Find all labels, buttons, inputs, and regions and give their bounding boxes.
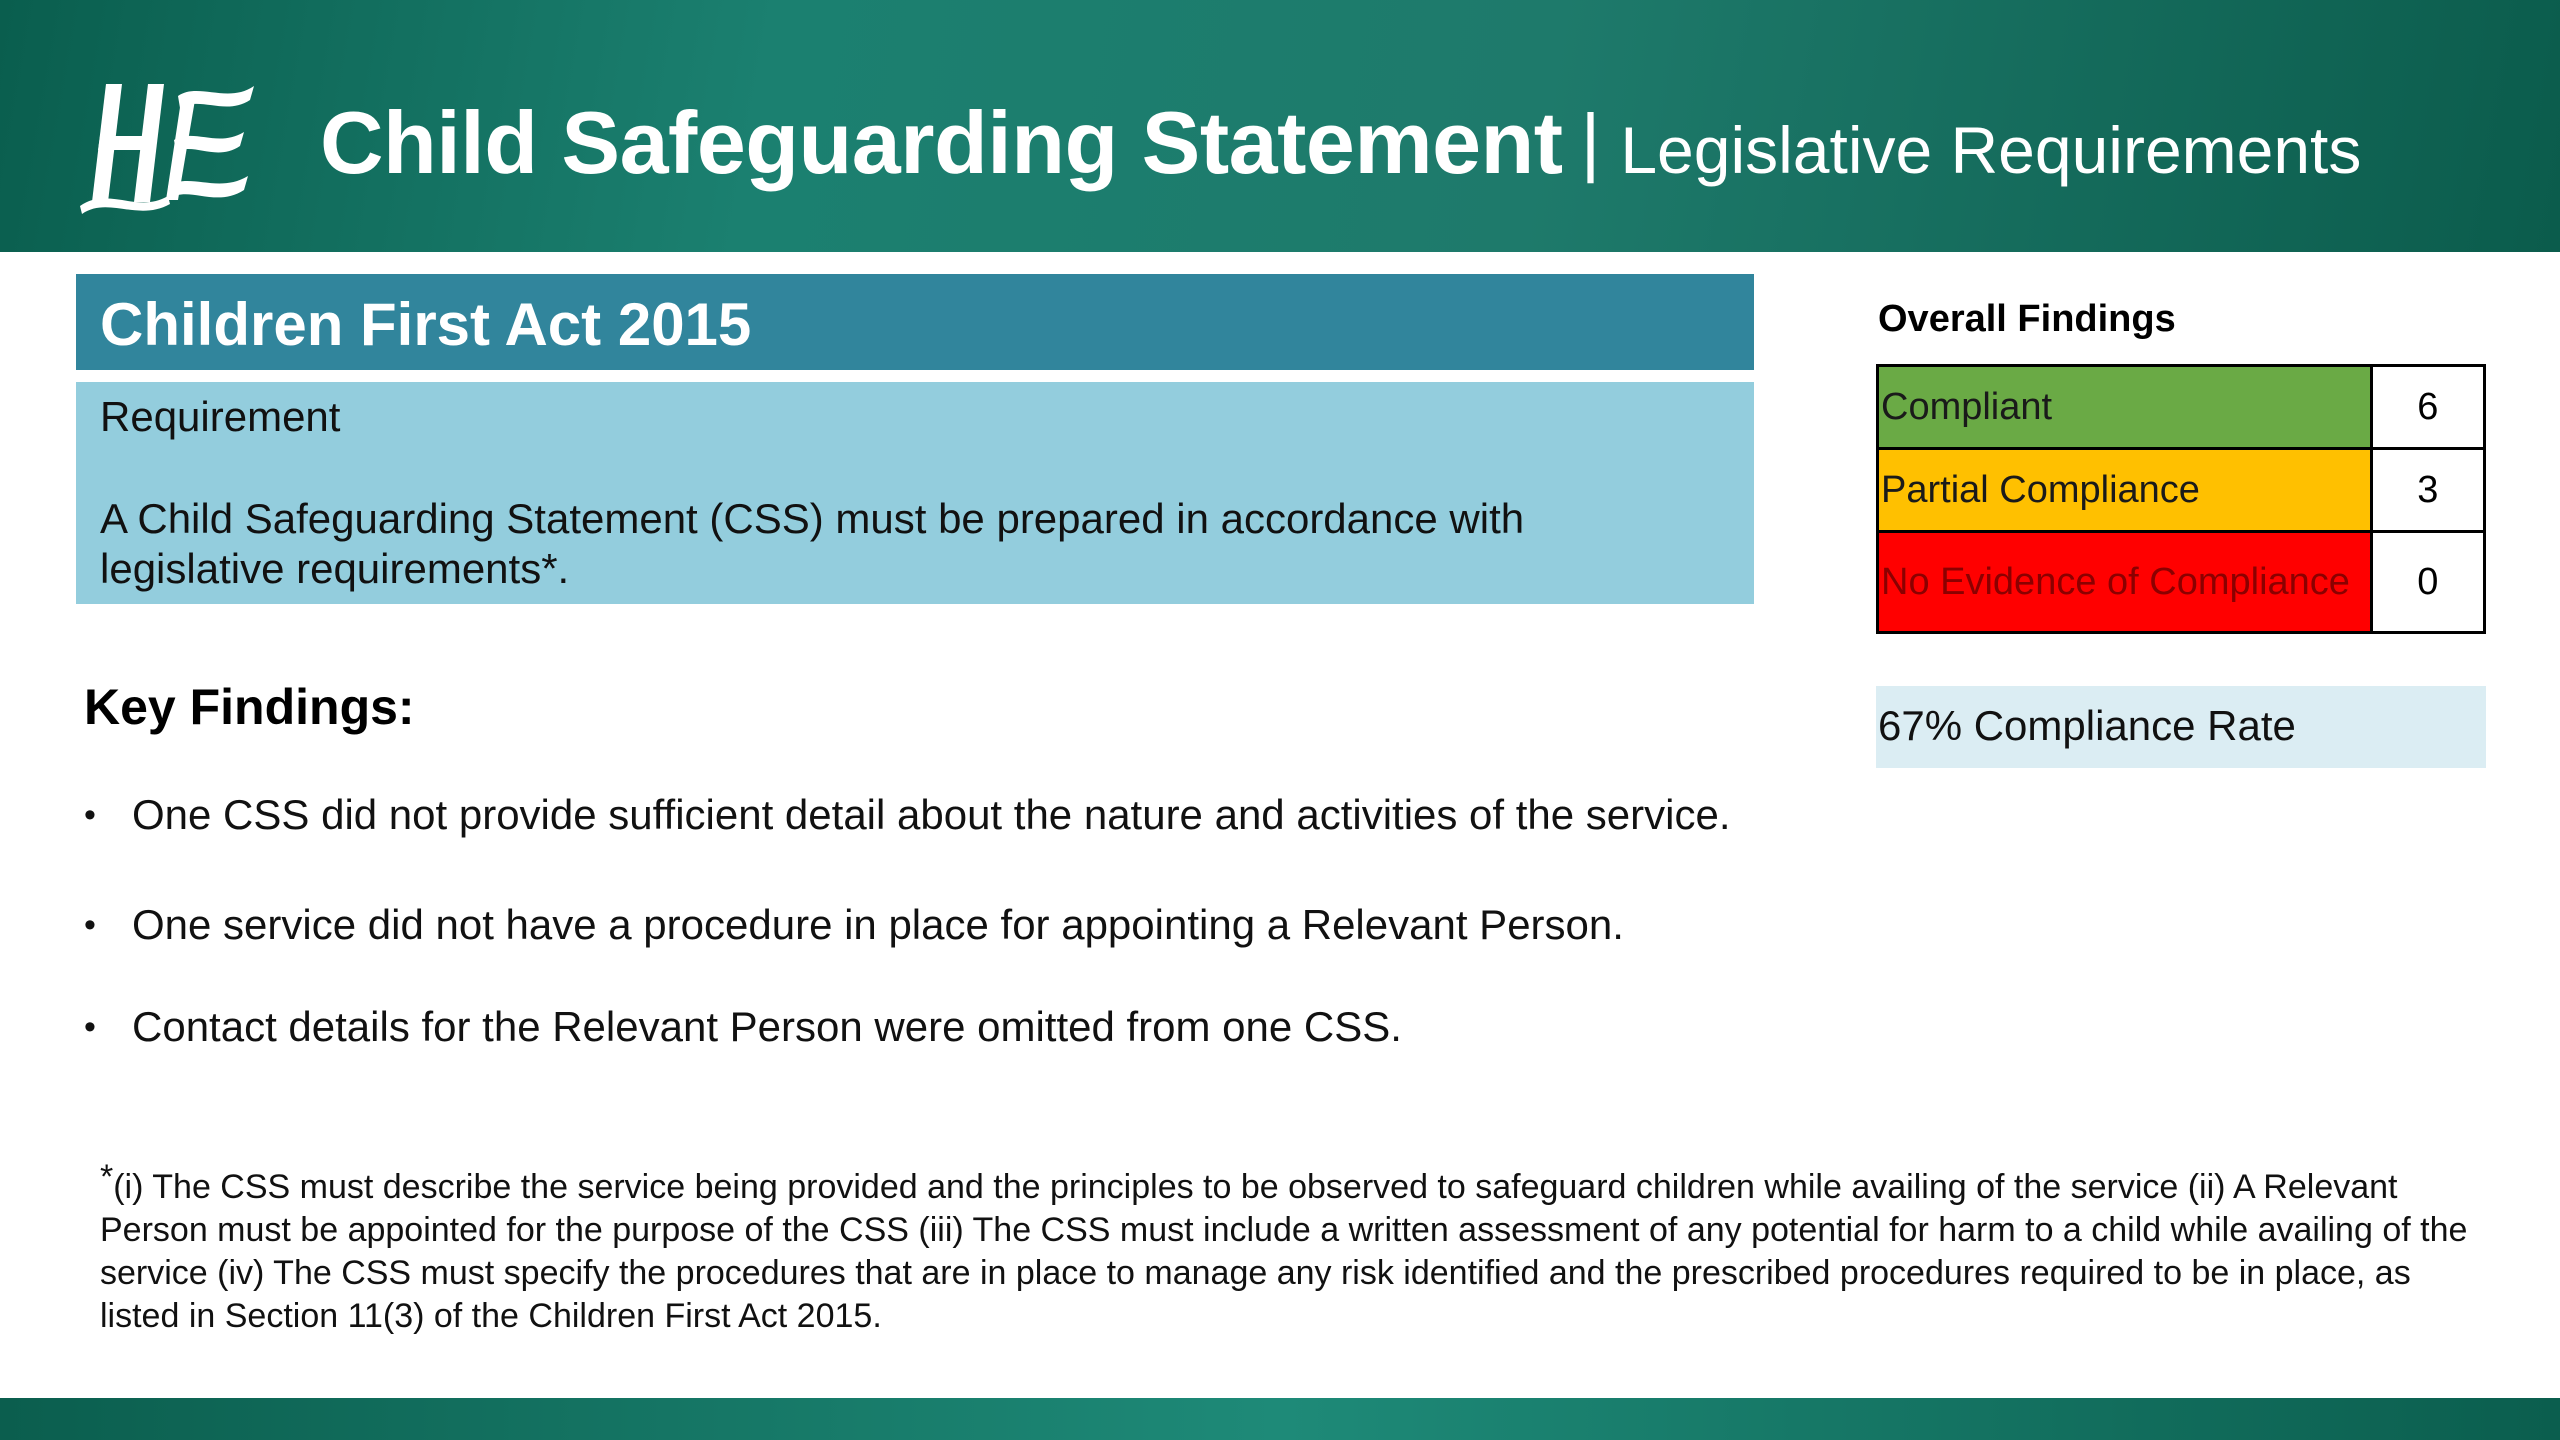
bullet-icon: • [84, 906, 96, 944]
footnote-text: (i) The CSS must describe the service being provided and the principles to be observed to safeguard children while availing of the service (ii) A Relevant Person must be appointed for the purpose of the CSS (iii) The CSS must include a written assessment of any potential for harm to a child while availing of the service (iv) The CSS must specify the procedures that are in place to manage any risk identified and the prescribed procedures required to be in place, as listed in Section 11(3) of the Children First Act 2015. [100, 1168, 2468, 1335]
requirement-text: A Child Safeguarding Statement (CSS) must be prepared in accordance with legislative requirements*. [100, 495, 1525, 592]
table-row [1878, 366, 2485, 449]
requirement-box [76, 382, 1754, 604]
list-item [84, 900, 1731, 950]
compliant-label: Compliant [1878, 366, 2372, 449]
bullet-icon: • [84, 796, 96, 834]
key-findings-heading: Key Findings: [84, 679, 415, 735]
title-separator: | [1580, 99, 1601, 184]
finding-text: One service did not have a procedure in place for appointing a Relevant Person. [132, 901, 1624, 948]
hse-logo-icon [78, 74, 258, 214]
compliance-rate: 67% Compliance Rate [1876, 686, 2486, 768]
table-row [1878, 449, 2485, 532]
title-subtitle: Legislative Requirements [1620, 113, 2362, 187]
no-evidence-label: No Evidence of Compliance [1878, 532, 2372, 633]
footer-bar [0, 1398, 2560, 1440]
act-title-bar: Children First Act 2015 [76, 274, 1754, 370]
compliant-count: 6 [2371, 366, 2484, 449]
partial-compliance-label: Partial Compliance [1878, 449, 2372, 532]
overall-findings-title: Overall Findings [1878, 298, 2176, 340]
table-row [1878, 532, 2485, 633]
title-main: Child Safeguarding Statement [320, 93, 1563, 192]
footnote-marker: * [100, 1158, 114, 1196]
bullet-icon: • [84, 1008, 96, 1046]
list-item [84, 790, 1731, 840]
footnote [100, 1158, 2490, 1338]
finding-text: One CSS did not provide sufficient detail about the nature and activities of the service. [132, 791, 1731, 838]
overall-findings-table [1876, 364, 2486, 634]
page-title [320, 92, 2361, 194]
partial-compliance-count: 3 [2371, 449, 2484, 532]
header-banner [0, 0, 2560, 252]
requirement-heading: Requirement [100, 393, 341, 440]
no-evidence-count: 0 [2371, 532, 2484, 633]
list-item [84, 1002, 1731, 1052]
key-findings-list [84, 790, 1731, 1052]
finding-text: Contact details for the Relevant Person were omitted from one CSS. [132, 1003, 1402, 1050]
